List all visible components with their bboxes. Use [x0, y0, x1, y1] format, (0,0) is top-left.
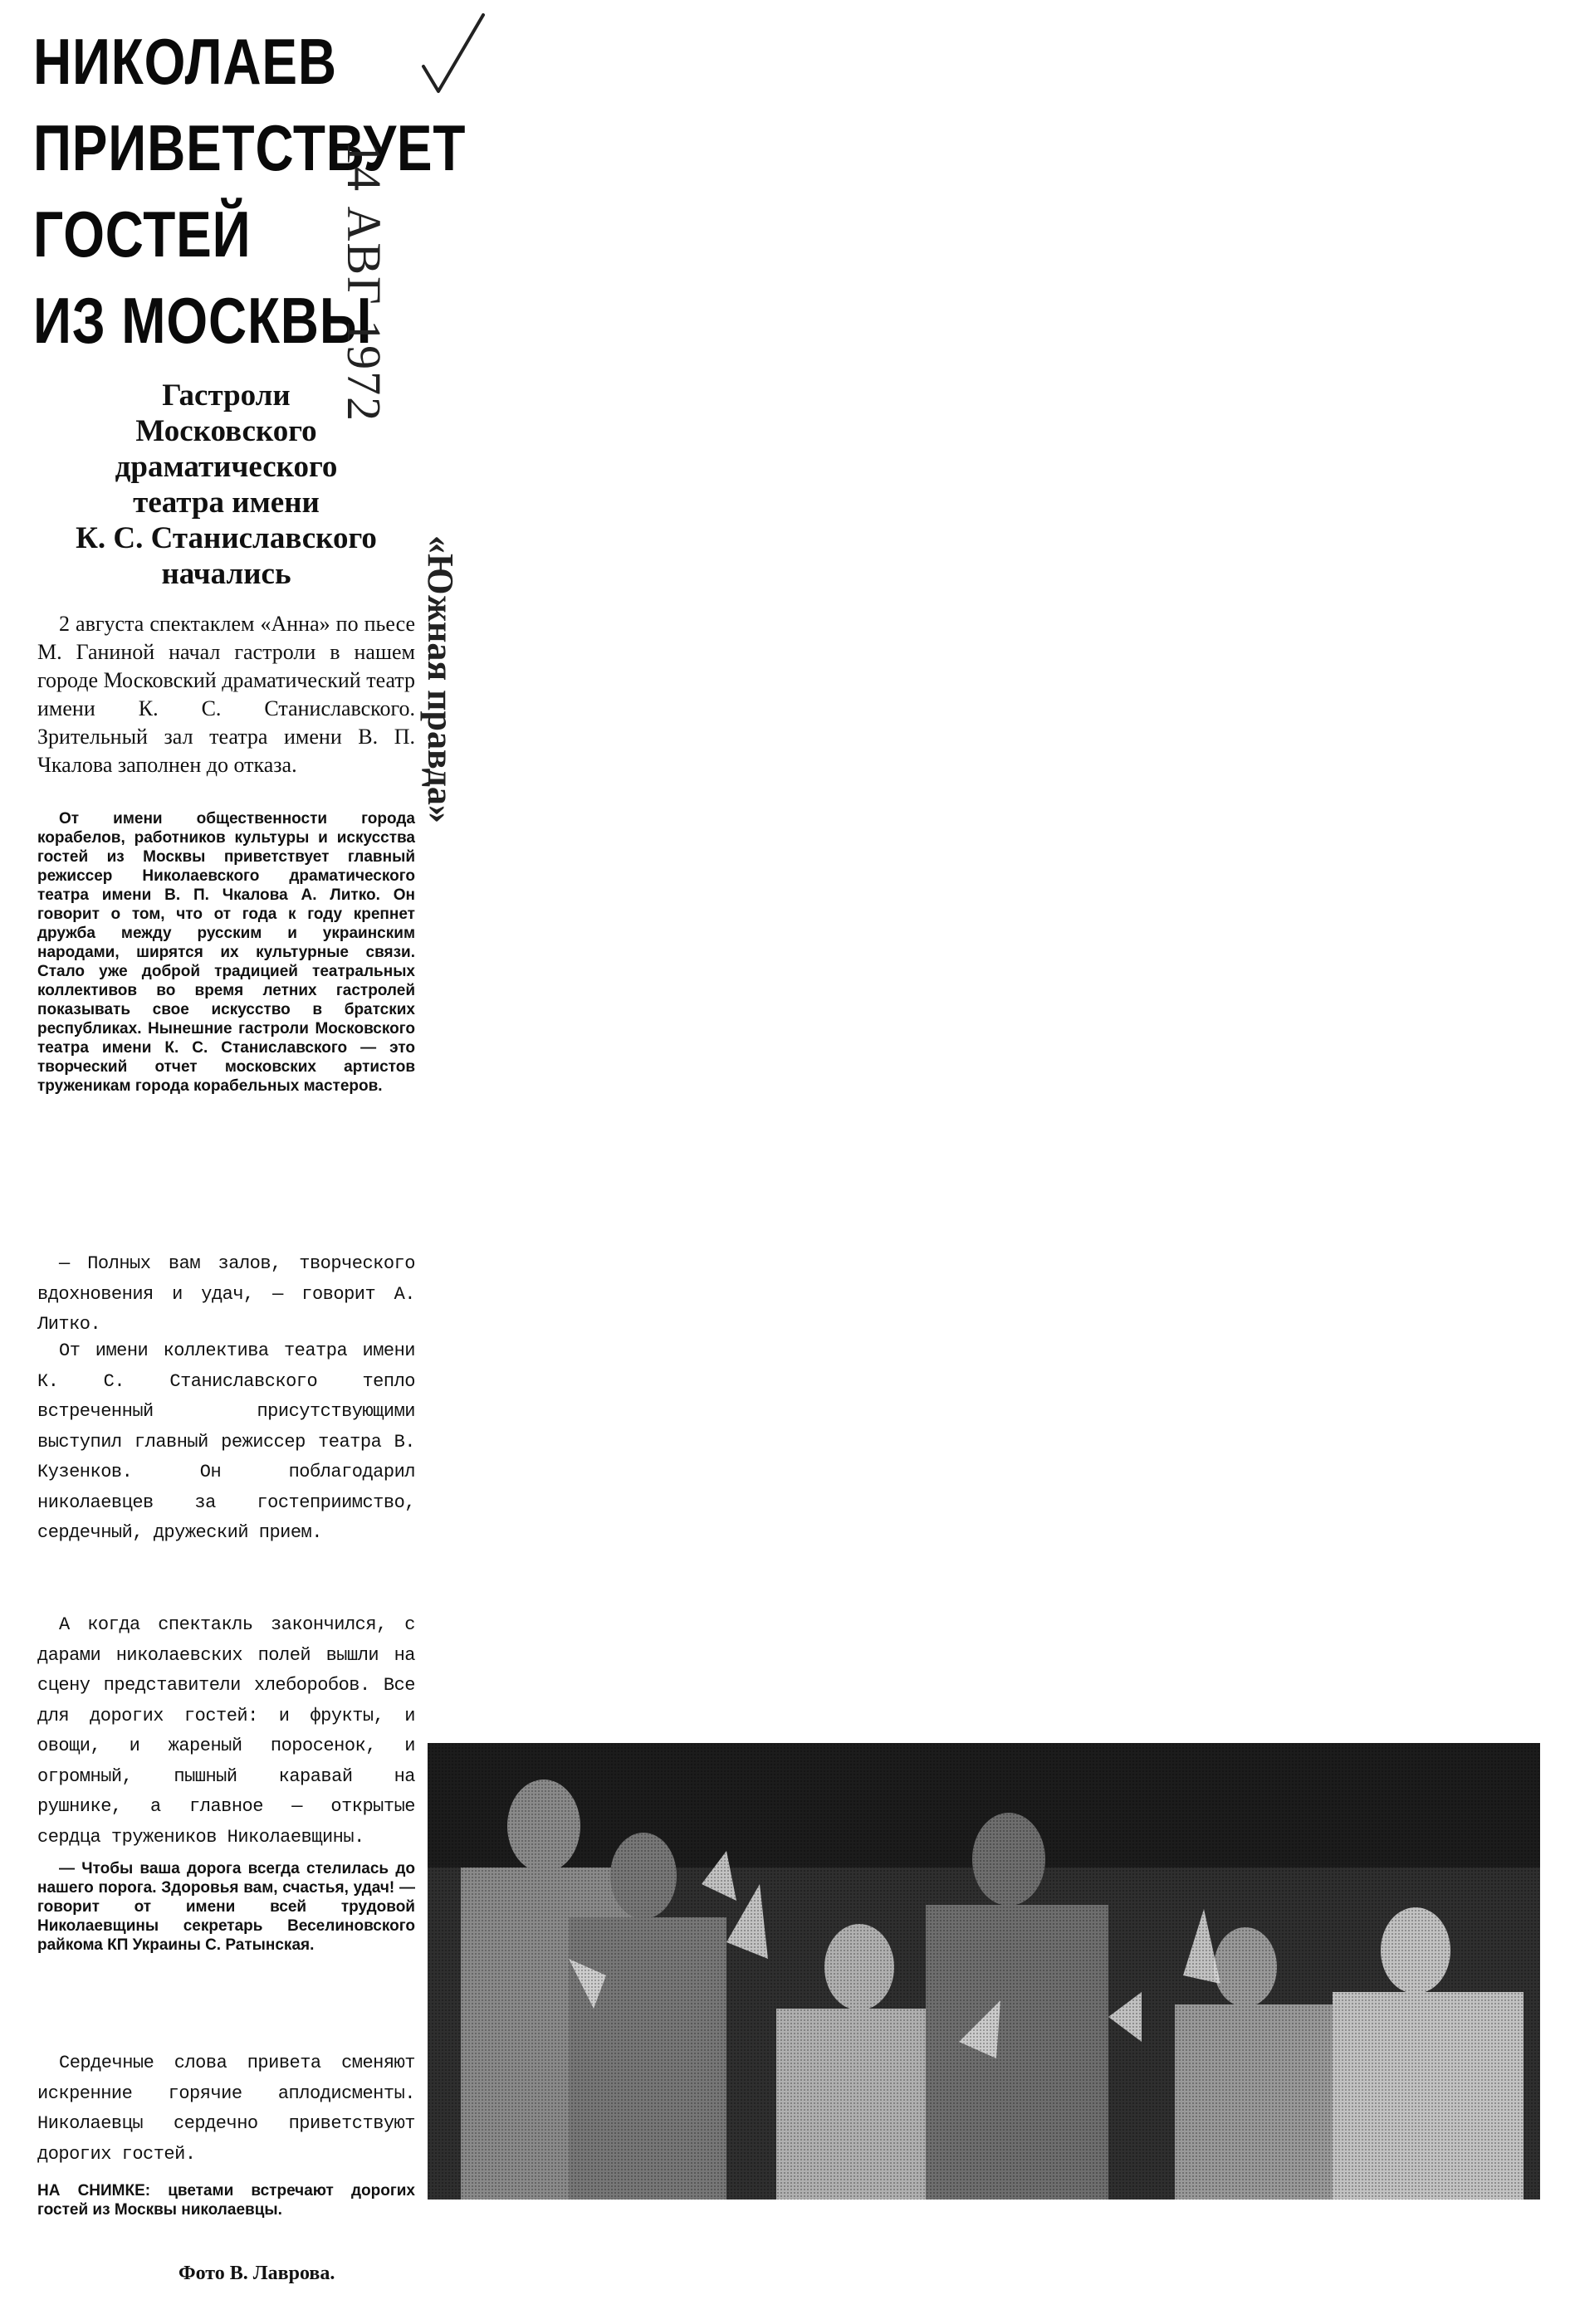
- article-paragraph: А когда спектакль закончился, с дарами николаевских полей вышли на сцену представители хлеборобов. Все для дорогих гостей: и фрукты, и овощи, и жареный поросенок, и огромный, пышный каравай на рушнике, а главное — открытые сердца тружеников Николаевщины.: [37, 1614, 415, 1848]
- article-block-2: [37, 809, 415, 1102]
- article-block-4: [37, 1336, 415, 1555]
- subheadline-line: театра имени: [133, 486, 320, 520]
- subheadline-line: драматического: [115, 450, 338, 484]
- date-stamp: 14 АВГ 1972: [337, 141, 391, 423]
- photo-caption: НА СНИМКЕ: цветами встречают дорогих гостей из Москвы николаевцы.: [37, 2182, 415, 2219]
- subheadline: [37, 378, 415, 592]
- article-paragraph: Сердечные слова привета сменяют искренние горячие аплодисменты. Николаевцы сердечно приветствуют дорогих гостей.: [37, 2053, 415, 2165]
- article-block-1: [37, 610, 415, 786]
- article-block-7: [37, 2048, 415, 2176]
- subheadline-line: К. С. Станиславского: [76, 521, 377, 555]
- news-photo: [428, 1743, 1540, 2200]
- source-stamp: «Южная правда»: [420, 535, 461, 823]
- photo-image: [428, 1743, 1540, 2200]
- headline-line: ГОСТЕЙ: [33, 198, 252, 271]
- subheadline-line: Гастроли: [162, 378, 291, 413]
- photo-caption-block: [37, 2181, 415, 2226]
- article-paragraph: От имени коллектива театра имени К. С. Станиславского тепло встреченный присутствующими выступил главный режиссер театра В. Кузенков. Он поблагодарил николаевцев за гостеприимство, сердечный, дружеский прием.: [37, 1340, 415, 1543]
- headline-line: НИКОЛАЕВ: [33, 25, 337, 98]
- article-block-5: [37, 1610, 415, 1859]
- checkmark-icon: [415, 8, 490, 100]
- photo-credit: Фото В. Лаврова.: [179, 2263, 335, 2284]
- article-paragraph: — Чтобы ваша дорога всегда стелилась до нашего порога. Здоровья вам, счастья, удач! — говорит от имени всей трудовой Николаевщины секретарь Веселиновского райкома КП Украины С. Ратынская.: [37, 1860, 415, 1954]
- article-block-6: [37, 1859, 415, 1961]
- headline-line: ПРИВЕТСТВУЕТ: [33, 111, 467, 184]
- article-block-3: [37, 1249, 415, 1347]
- article-paragraph: От имени общественности города корабелов, работников культуры и искусства гостей из Москвы приветствует главный режиссер Николаевского драматического театра имени В. П. Чкалова А. Литко. Он говорит о том, что от года к году крепнет дружба между русским и украинским народами, ширятся их культурные связи. Стало уже доброй традицией театральных коллективов во время летних гастролей показывать свое искусство в братских республиках. Нынешние гастроли Московского театра имени К. С. Станиславского — это творческий отчет московских артистов труженикам города корабельных мастеров.: [37, 810, 415, 1095]
- headline-line: ИЗ МОСКВЫ: [33, 284, 373, 357]
- subheadline-line: Московского: [135, 414, 317, 448]
- article-paragraph: 2 августа спектаклем «Анна» по пьесе М. Ганиной начал гастроли в нашем городе Московский драматический театр имени К. С. Станиславского. Зрительный зал театра имени В. П. Чкалова заполнен до отказа.: [37, 612, 415, 777]
- article-paragraph: — Полных вам залов, творческого вдохновения и удач, — говорит А. Литко.: [37, 1253, 415, 1335]
- subheadline-line: начались: [161, 557, 291, 591]
